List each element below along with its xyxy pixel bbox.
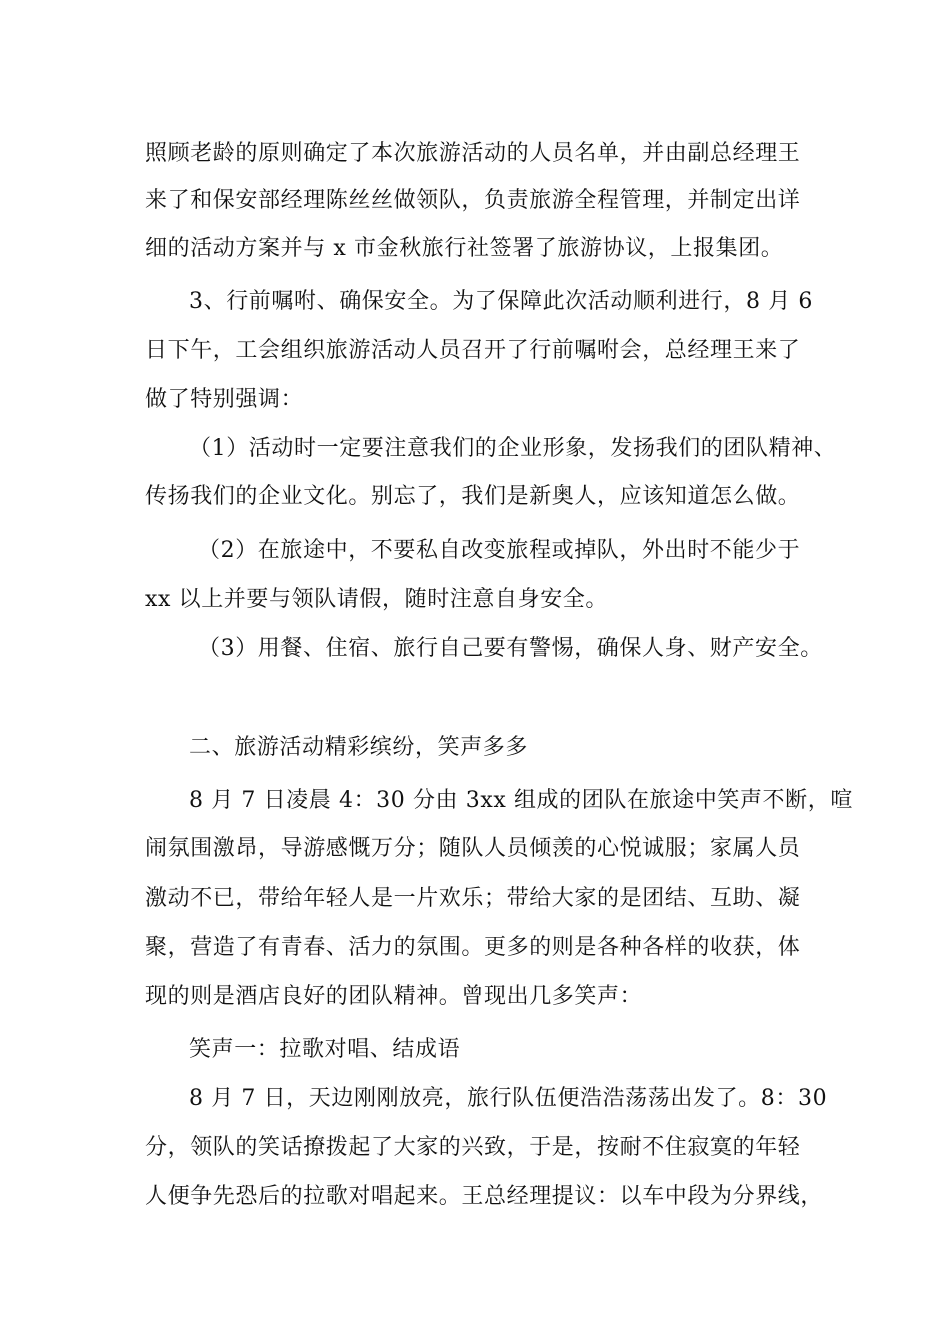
paragraph-line: 分，领队的笑话撩拨起了大家的兴致，于是，按耐不住寂寞的年轻 xyxy=(145,1135,801,1160)
paragraph-line: 日下午，工会组织旅游活动人员召开了行前嘱咐会，总经理王来了 xyxy=(145,338,801,363)
paragraph-line: 人便争先恐后的拉歌对唱起来。王总经理提议：以车中段为分界线， xyxy=(145,1184,824,1209)
list-item-line: （2）在旅途中，不要私自改变旅程或掉队，外出时不能少于 xyxy=(198,538,801,563)
paragraph-line: 来了和保安部经理陈丝丝做领队，负责旅游全程管理，并制定出详 xyxy=(145,188,801,213)
list-item-line: 传扬我们的企业文化。别忘了，我们是新奥人，应该知道怎么做。 xyxy=(145,484,801,509)
paragraph-line: 细的活动方案并与 x 市金秋旅行社签署了旅游协议，上报集团。 xyxy=(145,236,784,261)
list-item-line: （1）活动时一定要注意我们的企业形象，发扬我们的团队精神、 xyxy=(189,436,837,461)
paragraph-line: 做了特别强调： xyxy=(145,387,304,412)
paragraph-line: 现的则是酒店良好的团队精神。曾现出几多笑声： xyxy=(145,984,643,1009)
list-item-line: xx 以上并要与领队请假，随时注意自身安全。 xyxy=(145,587,609,612)
paragraph-line: 3、行前嘱咐、确保安全。为了保障此次活动顺利进行，8 月 6 xyxy=(189,289,813,314)
paragraph-line: 闹氛围激昂，导游感慨万分；随队人员倾羡的心悦诚服；家属人员 xyxy=(145,836,801,861)
subheading: 笑声一：拉歌对唱、结成语 xyxy=(189,1037,461,1062)
paragraph-line: 8 月 7 日凌晨 4：30 分由 3xx 组成的团队在旅途中笑声不断，喧 xyxy=(189,788,853,813)
paragraph-line: 8 月 7 日，天边刚刚放亮，旅行队伍便浩浩荡荡出发了。8：30 xyxy=(189,1086,828,1111)
section-heading: 二、旅游活动精彩缤纷，笑声多多 xyxy=(189,735,529,760)
list-item-line: （3）用餐、住宿、旅行自己要有警惕，确保人身、财产安全。 xyxy=(198,636,823,661)
paragraph-line: 聚，营造了有青春、活力的氛围。更多的则是各种各样的收获，体 xyxy=(145,935,801,960)
paragraph-line: 照顾老龄的原则确定了本次旅游活动的人员名单，并由副总经理王 xyxy=(145,141,801,166)
paragraph-line: 激动不已，带给年轻人是一片欢乐；带给大家的是团结、互助、凝 xyxy=(145,886,801,911)
